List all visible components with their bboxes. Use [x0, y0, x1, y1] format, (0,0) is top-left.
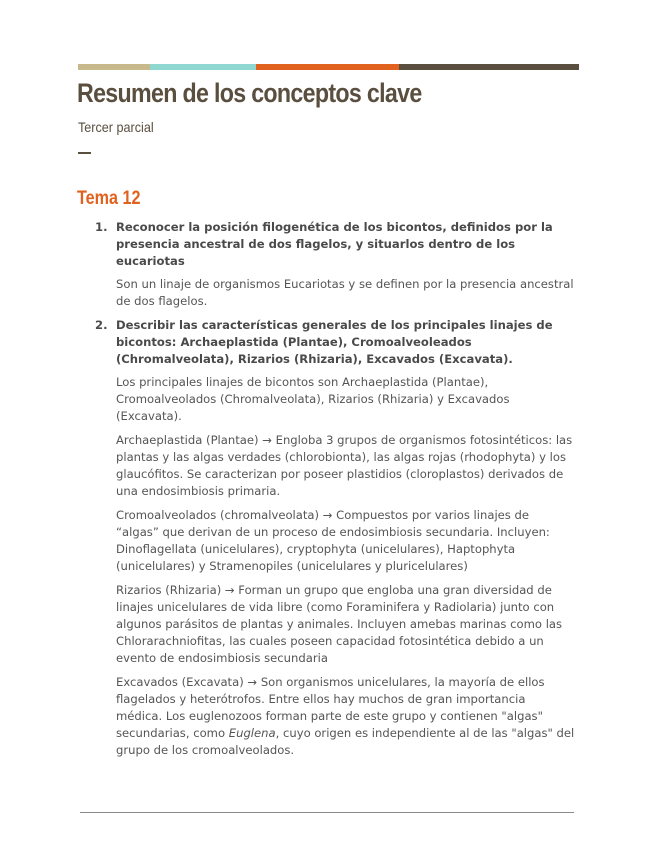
list-item-number: 2. — [95, 318, 108, 332]
page-title: Resumen de los conceptos clave — [77, 78, 422, 108]
answer-paragraph-excavados — [116, 674, 575, 759]
answer-paragraph: Son un linaje de organismos Eucariotas y se definen por la presencia ancestral de dos flagelos. — [116, 277, 574, 308]
answer-paragraph-cromoalveolados: Cromoalveolados (chromalveolata) → Compuestos por varios linajes de “algas” que derivan de un proceso de endosimbiosis secundaria. Incluyen: Dinoflagellata (unicelulares), cryptophyta (unicelulares), Haptophyta (unicelulares) y Stramenopiles (unicelulares y pluricelulares) — [116, 508, 550, 573]
excavados-text-after: , cuyo origen es independiente al de las "algas" del grupo de los cromoalveolados. — [116, 726, 575, 757]
excavados-text-before: Excavados (Excavata) → Son organismos unicelulares, la mayoría de ellos flagelados y heterótrofos. Entre ellos hay muchos de gran importancia médica. Los euglenozoos forman parte de este grupo y contienen "algas" secundarias, como — [116, 675, 545, 740]
list-item-1 — [95, 219, 575, 317]
color-bar-segment-orange — [256, 64, 399, 70]
color-bar-segment-teal — [150, 64, 256, 70]
footer-divider — [80, 812, 574, 813]
answer-paragraph-rizarios: Rizarios (Rhizaria) → Forman un grupo que engloba una gran diversidad de linajes unicelulares de vida libre (como Foraminifera y Radiolaria) junto con algunos parásitos de plantas y animales. Incluyen amebas marinas como las Chlorarachniofitas, las cuales poseen capacidad fotosintética debido a un evento de endosimbiosis secundaria — [116, 583, 563, 665]
color-bar-segment-brown — [399, 64, 579, 70]
section-heading: Tema 12 — [77, 188, 141, 209]
answer-paragraph-archaeplastida: Archaeplastida (Plantae) → Engloba 3 grupos de organismos fotosintéticos: las plantas y las algas verdades (chlorobionta), las algas rojas (rhodophyta) y los glaucófitos. Se caracterizan por poseer plastidios (cloroplastos) derivados de una endosimbiosis primaria. — [116, 433, 573, 498]
color-bar-segment-beige — [78, 64, 150, 70]
title-dash-divider — [78, 152, 91, 154]
euglena-italic: Euglena — [228, 726, 276, 740]
objective-question: Reconocer la posición filogenética de los bicontos, definidos por la presencia ancestral de dos flagelos, y situarlos dentro de los eucariotas — [116, 220, 553, 268]
list-item-2 — [95, 317, 575, 766]
page-subtitle: Tercer parcial — [78, 119, 154, 135]
objective-question: Describir las características generales de los principales linajes de bicontos: Archaeplastida (Plantae), Cromoalveoleados (Chromalveolata), Rizarios (Rhizaria), Excavados (Excavata). — [116, 318, 553, 366]
list-item-number: 1. — [95, 220, 108, 234]
header-color-bar — [78, 64, 579, 70]
answer-paragraph: Los principales linajes de bicontos son Archaeplastida (Plantae), Cromoalveolados (Chromalveolata), Rizarios (Rhizaria) y Excavados (Excavata). — [116, 375, 510, 423]
numbered-list — [95, 219, 575, 766]
